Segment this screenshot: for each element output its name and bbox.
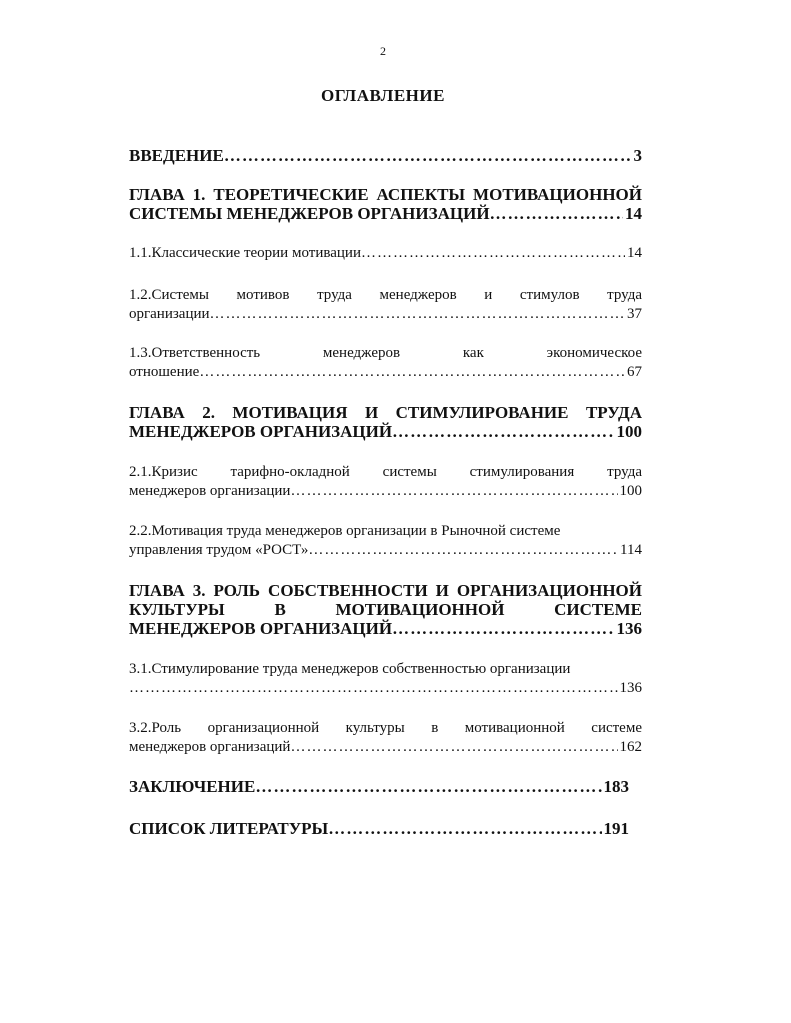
toc-entry-conclusion (129, 777, 629, 796)
leader-dots (290, 482, 617, 501)
toc-entry-label: 1.1.Классические теории мотивации (129, 245, 361, 261)
toc-entry-label: СПИСОК ЛИТЕРАТУРЫ (129, 819, 329, 838)
toc-entry-line: 2.2.Мотивация труда менеджеров организации в Рыночной системе (129, 523, 561, 539)
toc-page-number: 14 (625, 204, 642, 223)
toc-page-number: 183 (603, 777, 629, 796)
toc-entry-2-1 (129, 463, 642, 501)
toc-page-number: 100 (616, 422, 642, 441)
toc-entry-line: 1.2.Системы мотивов труда менеджеров и стимулов труда (129, 287, 642, 303)
leader-dots (328, 819, 601, 838)
leader-dots (129, 679, 618, 698)
toc-entry-1-2 (129, 286, 642, 324)
toc-entry-line: отношение (129, 364, 200, 380)
toc-title: ОГЛАВЛЕНИЕ (321, 86, 445, 105)
toc-entry-chapter-2 (129, 403, 642, 441)
toc-entry-1-1 (129, 244, 642, 263)
leader-dots (308, 541, 618, 560)
toc-entry-chapter-3 (129, 581, 642, 638)
leader-dots (290, 738, 617, 757)
toc-entry-chapter-1 (129, 185, 642, 223)
toc-entry-line: КУЛЬТУРЫ В МОТИВАЦИОННОЙ СИСТЕМЕ (129, 600, 642, 619)
toc-entry-1-3 (129, 344, 642, 382)
toc-entry-2-2 (129, 522, 642, 560)
toc-entry-line: менеджеров организации (129, 483, 291, 499)
toc-entry-references (129, 819, 629, 838)
toc-entry-line: ГЛАВА 1. ТЕОРЕТИЧЕСКИЕ АСПЕКТЫ МОТИВАЦИОННОЙ (129, 185, 642, 204)
toc-entry-label: ЗАКЛЮЧЕНИЕ (129, 777, 256, 796)
leader-dots (490, 204, 623, 223)
page-number: 2 (380, 44, 386, 58)
toc-page-number: 100 (619, 483, 642, 499)
toc-entry-line: СИСТЕМЫ МЕНЕДЖЕРОВ ОРГАНИЗАЦИЙ (129, 204, 490, 223)
toc-entry-line: 3.2.Роль организационной культуры в мотивационной системе (129, 720, 642, 736)
toc-page-number: 67 (627, 364, 642, 380)
leader-dots (255, 777, 601, 796)
toc-entry-line: менеджеров организаций (129, 739, 291, 755)
toc-page-number: 37 (627, 306, 642, 322)
leader-dots (210, 305, 625, 324)
toc-page-number: 136 (619, 680, 642, 696)
toc-page-number: 191 (603, 819, 629, 838)
toc-entry-line: ГЛАВА 2. МОТИВАЦИЯ И СТИМУЛИРОВАНИЕ ТРУДА (129, 403, 642, 422)
toc-entry-label: ВВЕДЕНИЕ (129, 146, 224, 165)
leader-dots (199, 363, 625, 382)
toc-page-number: 162 (619, 739, 642, 755)
toc-entry-3-2 (129, 719, 642, 757)
leader-dots (392, 422, 614, 441)
toc-entry-line: 3.1.Стимулирование труда менеджеров собственностью организации (129, 661, 571, 677)
toc-entry-line: МЕНЕДЖЕРОВ ОРГАНИЗАЦИЙ (129, 422, 393, 441)
toc-page-number: 3 (633, 146, 642, 165)
toc-entry-line: МЕНЕДЖЕРОВ ОРГАНИЗАЦИЙ (129, 619, 393, 638)
toc-entry-line: организации (129, 306, 210, 322)
toc-entry-intro (129, 146, 642, 165)
toc-page-number: 14 (627, 245, 642, 261)
leader-dots (224, 146, 632, 165)
toc-entry-line: ГЛАВА 3. РОЛЬ СОБСТВЕННОСТИ И ОРГАНИЗАЦИОННОЙ (129, 581, 642, 600)
toc-entry-line: 2.1.Кризис тарифно-окладной системы стимулирования труда (129, 464, 642, 480)
toc-page-number: 136 (616, 619, 642, 638)
toc-entry-3-1 (129, 660, 642, 698)
toc-entry-line: управления трудом «РОСТ» (129, 542, 309, 558)
leader-dots (392, 619, 614, 638)
toc-page-number: 114 (620, 542, 642, 558)
leader-dots (361, 244, 625, 263)
toc-entry-line: 1.3.Ответственность менеджеров как экономическое (129, 345, 642, 361)
